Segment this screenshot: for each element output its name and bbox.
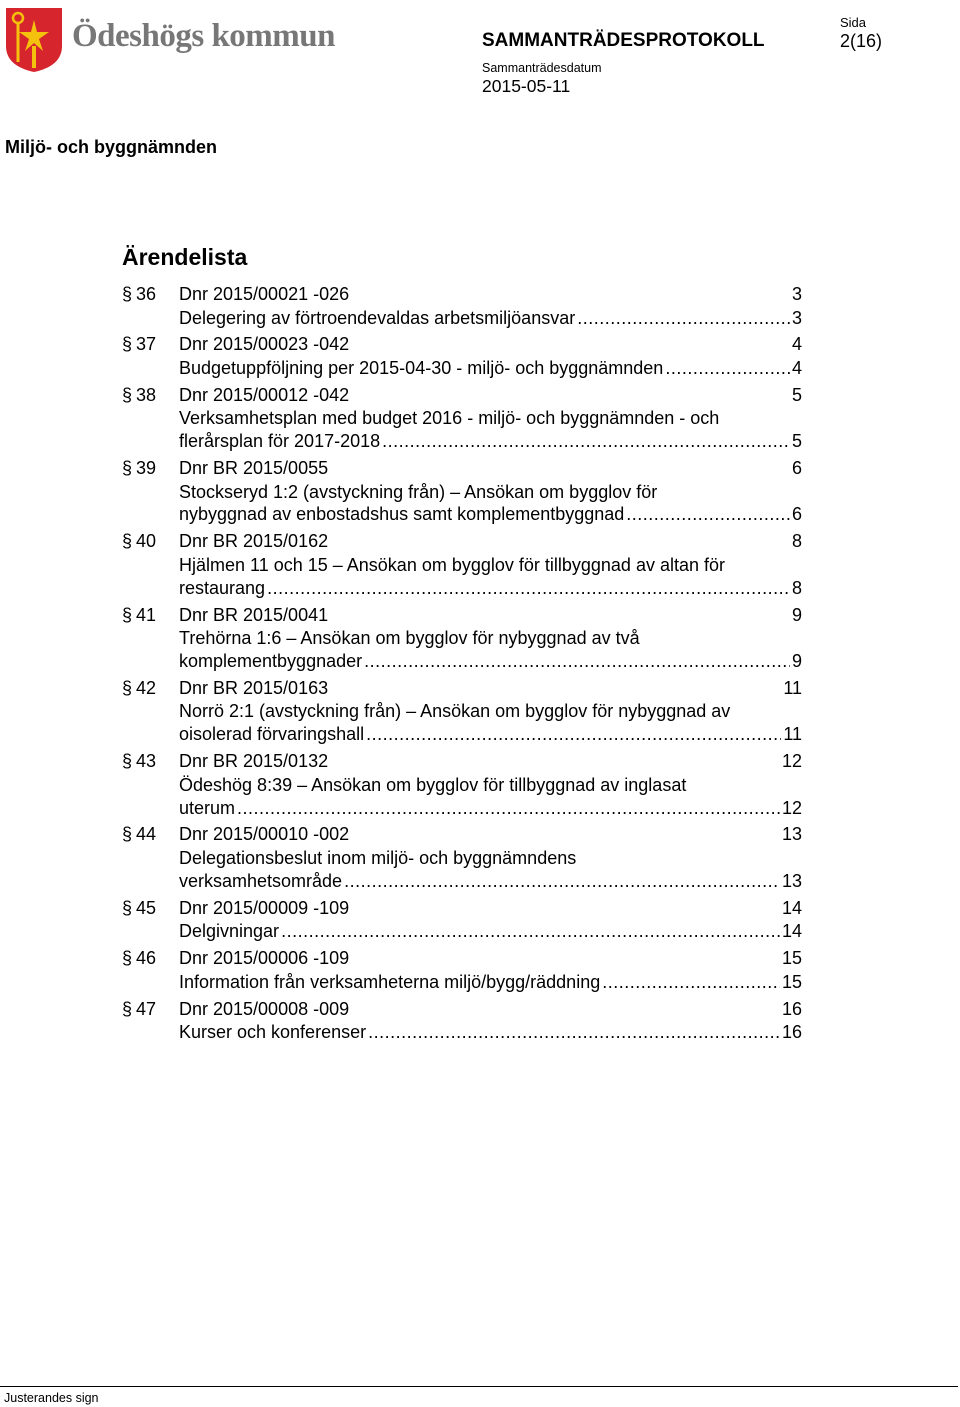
item-number: 47 (136, 998, 157, 1019)
item-page-ref: 16 (781, 1022, 802, 1043)
dot-leader (665, 357, 790, 380)
item-number: 37 (136, 334, 157, 355)
item-title-leader-line (179, 577, 802, 600)
agenda-item[interactable] (122, 823, 802, 892)
section-sign: § (122, 677, 133, 698)
dot-leader (364, 650, 790, 673)
item-page-ref: 15 (781, 971, 802, 992)
municipality-name: Ödeshögs kommun (72, 18, 335, 54)
section-sign: § (122, 604, 133, 625)
item-dnr: Dnr BR 2015/0132 (179, 751, 329, 772)
agenda-item[interactable] (122, 947, 802, 993)
item-number: 46 (136, 948, 157, 969)
item-page: 16 (781, 998, 802, 1019)
item-page-ref: 12 (781, 797, 802, 818)
section-sign: § (122, 458, 133, 479)
item-page-ref: 14 (781, 921, 802, 942)
item-number: 44 (136, 824, 157, 845)
dot-leader (368, 1021, 780, 1044)
agenda-item[interactable] (122, 750, 802, 819)
item-page-ref: 9 (791, 651, 802, 672)
item-page: 9 (791, 604, 802, 625)
item-number: 41 (136, 604, 157, 625)
document-type: SAMMANTRÄDESPROTOKOLL (482, 30, 765, 51)
item-title-line: Kurser och konferenser (179, 1022, 367, 1043)
signature-label: Justerandes sign (4, 1391, 99, 1405)
meeting-date-label: Sammanträdesdatum (482, 61, 602, 75)
item-title-line: Norrö 2:1 (avstyckning från) – Ansökan om bygglov för nybyggnad av (179, 701, 731, 722)
item-page: 14 (781, 897, 802, 918)
agenda-item[interactable] (122, 283, 802, 329)
dot-leader (237, 797, 780, 820)
item-page-ref: 11 (783, 724, 802, 745)
item-dnr: Dnr BR 2015/0162 (179, 531, 329, 552)
agenda-item[interactable] (122, 530, 802, 599)
footer-divider (0, 1386, 958, 1387)
item-number: 45 (136, 897, 157, 918)
item-page: 12 (781, 751, 802, 772)
item-title-line: verksamhetsområde (179, 870, 343, 891)
item-number: 39 (136, 458, 157, 479)
item-number: 40 (136, 531, 157, 552)
municipality-coat-of-arms-icon (4, 6, 64, 74)
item-dnr: Dnr 2015/00009 -109 (179, 897, 350, 918)
item-title-leader-line (179, 357, 802, 380)
item-dnr: Dnr BR 2015/0041 (179, 604, 329, 625)
item-number: 42 (136, 677, 157, 698)
section-sign: § (122, 897, 133, 918)
item-dnr: Dnr BR 2015/0055 (179, 458, 329, 479)
item-dnr: Dnr 2015/00010 -002 (179, 824, 350, 845)
agenda-item[interactable] (122, 677, 802, 746)
agenda-list (122, 283, 802, 1048)
agenda-title: Ärendelista (122, 244, 248, 270)
item-title-line: Delegering av förtroendevaldas arbetsmiljöansvar (179, 307, 576, 328)
item-page-ref: 8 (791, 577, 802, 598)
item-title-leader-line (179, 430, 802, 453)
item-dnr: Dnr 2015/00012 -042 (179, 384, 350, 405)
item-title-leader-line (179, 870, 802, 893)
agenda-item[interactable] (122, 897, 802, 943)
item-page: 13 (781, 824, 802, 845)
item-title-leader-line (179, 503, 802, 526)
section-sign: § (122, 751, 133, 772)
item-title-leader-line (179, 650, 802, 673)
section-sign: § (122, 824, 133, 845)
dot-leader (626, 503, 790, 526)
page-label: Sida (840, 15, 867, 30)
item-page-ref: 5 (791, 431, 802, 452)
agenda-item[interactable] (122, 998, 802, 1044)
item-title-leader-line (179, 1021, 802, 1044)
item-page: 8 (791, 531, 802, 552)
item-dnr: Dnr 2015/00021 -026 (179, 284, 350, 304)
section-sign: § (122, 998, 133, 1019)
item-title-line: Verksamhetsplan med budget 2016 - miljö- och byggnämnden - och (179, 408, 720, 429)
item-number: 38 (136, 384, 157, 405)
meeting-date: 2015-05-11 (482, 76, 571, 96)
item-title-leader-line (179, 920, 802, 943)
dot-leader (366, 723, 781, 746)
page-number: 2(16) (840, 31, 883, 51)
agenda-item[interactable] (122, 384, 802, 453)
item-title-line: Information från verksamheterna miljö/bygg/räddning (179, 971, 601, 992)
item-title-line: Hjälmen 11 och 15 – Ansökan om bygglov för tillbyggnad av altan för (179, 554, 725, 575)
item-title-line: Budgetuppföljning per 2015-04-30 - miljö- och byggnämnden (179, 357, 664, 378)
item-title-leader-line (179, 797, 802, 820)
item-page: 11 (783, 677, 802, 698)
item-page: 6 (791, 458, 802, 479)
agenda-item[interactable] (122, 333, 802, 379)
item-title-line: oisolerad förvaringshall (179, 724, 365, 745)
item-title-line: komplementbyggnader (179, 651, 363, 672)
item-title-line: Delgivningar (179, 921, 280, 942)
section-sign: § (122, 334, 133, 355)
item-page-ref: 13 (781, 870, 802, 891)
item-number: 43 (136, 751, 157, 772)
item-title-line: flerårsplan för 2017-2018 (179, 431, 381, 452)
item-page-ref: 4 (791, 357, 802, 378)
section-sign: § (122, 531, 133, 552)
item-title-line: restaurang (179, 577, 266, 598)
item-title-leader-line (179, 723, 802, 746)
item-title-line: Delegationsbeslut inom miljö- och byggnämndens (179, 847, 577, 868)
committee-name: Miljö- och byggnämnden (5, 137, 217, 157)
dot-leader (267, 577, 790, 600)
item-page: 3 (791, 284, 802, 304)
item-dnr: Dnr 2015/00023 -042 (179, 334, 350, 355)
item-page: 5 (791, 384, 802, 405)
dot-leader (602, 971, 780, 994)
item-title-line: Stockseryd 1:2 (avstyckning från) – Ansökan om bygglov för (179, 481, 658, 502)
item-page: 15 (781, 948, 802, 969)
agenda-item[interactable] (122, 457, 802, 526)
item-title-line: nybyggnad av enbostadshus samt komplementbyggnad (179, 504, 625, 525)
item-title-leader-line (179, 971, 802, 994)
section-sign: § (122, 948, 133, 969)
item-dnr: Dnr BR 2015/0163 (179, 677, 329, 698)
dot-leader (382, 430, 790, 453)
item-title-line: Trehörna 1:6 – Ansökan om bygglov för nybyggnad av två (179, 628, 640, 649)
section-sign: § (122, 384, 133, 405)
item-dnr: Dnr 2015/00008 -009 (179, 998, 350, 1019)
dot-leader (577, 307, 790, 330)
item-page: 4 (791, 334, 802, 355)
item-title-line: Ödeshög 8:39 – Ansökan om bygglov för tillbyggnad av inglasat (179, 774, 687, 795)
agenda-item[interactable] (122, 604, 802, 673)
item-page-ref: 3 (791, 307, 802, 328)
dot-leader (344, 870, 780, 893)
dot-leader (281, 920, 780, 943)
item-page-ref: 6 (791, 504, 802, 525)
item-title-leader-line (179, 307, 802, 330)
item-number: 36 (136, 284, 157, 304)
section-sign: § (122, 284, 133, 304)
item-dnr: Dnr 2015/00006 -109 (179, 948, 350, 969)
item-title-line: uterum (179, 797, 236, 818)
